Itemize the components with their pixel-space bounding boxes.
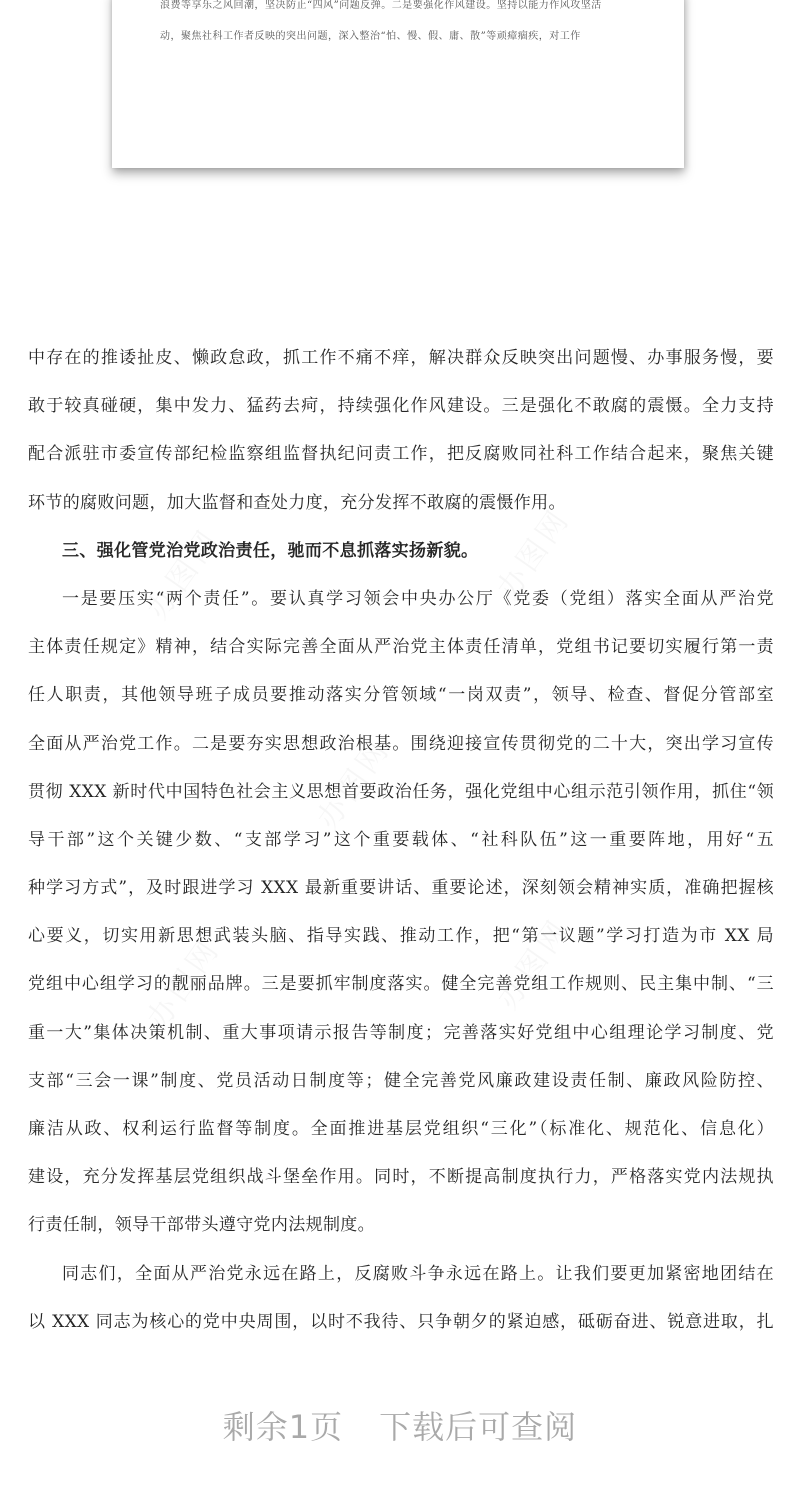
paragraph-line: 导干部”这个关键少数、“支部学习”这个重要载体、“社科队伍”这一重要阵地，用好“五 (28, 829, 774, 850)
paragraph-line: 一是要压实“两个责任”。要认真学习领会中央办公厅《党委（党组）落实全面从严治党 (62, 588, 774, 609)
paragraph-line: 重一大”集体决策机制、重大事项请示报告等制度；完善落实好党组中心组理论学习制度、党 (28, 1022, 774, 1043)
paragraph-line: 支部“三会一课”制度、党员活动日制度等；健全完善党风廉政建设责任制、廉政风险防控、 (28, 1070, 774, 1091)
paragraph-line: 行责任制，领导干部带头遵守党内法规制度。 (28, 1215, 375, 1236)
paragraph-line: 心要义，切实用新思想武装头脑、指导实践、推动工作，把“第一议题”学习打造为市 XX 局 (28, 926, 774, 947)
paragraph-line: 配合派驻市委宣传部纪检监察组监督执纪问责工作，把反腐败同社科工作结合起来，聚焦关键 (28, 444, 774, 465)
paragraph-line: 中存在的推诿扯皮、懒政怠政，抓工作不痛不痒，解决群众反映突出问题慢、办事服务慢，要 (28, 348, 774, 368)
previous-page-preview (112, 0, 684, 168)
preview-text-line: 浪费等享乐之风回潮，坚决防止“四风”问题反弹。二是要强化作风建设。坚持以能力作风攻坚活 (160, 0, 602, 11)
paragraph-line: 以 XXX 同志为核心的党中央周围，以时不我待、只争朝夕的紧迫感，砥砺奋进、锐意进取，扎 (28, 1311, 774, 1332)
paragraph-line: 任人职责，其他领导班子成员要推动落实分管领域“一岗双责”，领导、检查、督促分管部室 (28, 685, 774, 706)
paragraph-line: 党组中心组学习的靓丽品牌。三是要抓牢制度落实。健全完善党组工作规则、民主集中制、“三 (28, 974, 774, 995)
paragraph-line: 同志们，全面从严治党永远在路上，反腐败斗争永远在路上。让我们要更加紧密地团结在 (62, 1263, 774, 1284)
remaining-pages-text: 剩余1页 (222, 1408, 344, 1446)
paragraph-line: 廉洁从政、权利运行监督等制度。全面推进基层党组织“三化”（标准化、规范化、信息化） (28, 1119, 774, 1139)
paragraph-line: 贯彻 XXX 新时代中国特色社会主义思想首要政治任务，强化党组中心组示范引领作用，抓住“领 (28, 781, 774, 802)
preview-text-line: 动，聚焦社科工作者反映的突出问题，深入整治“怕、慢、假、庸、散”等顽瘴痼疾，对工作 (160, 31, 581, 42)
paragraph-line: 主体责任规定》精神，结合实际完善全面从严治党主体责任清单，党组书记要切实履行第一责 (28, 637, 774, 658)
paragraph-line: 全面从严治党工作。二是要夯实思想政治根基。围绕迎接宣传贯彻党的二十大，突出学习宣传 (28, 733, 774, 754)
download-prompt-button[interactable] (0, 1402, 800, 1448)
section-heading: 三、强化管党治党政治责任，驰而不息抓落实扬新貌。 (62, 540, 479, 561)
paragraph-line: 建设，充分发挥基层党组织战斗堡垒作用。同时，不断提高制度执行力，严格落实党内法规执 (28, 1167, 774, 1188)
document-body (28, 340, 774, 1352)
download-hint-text: 下载后可查阅 (379, 1408, 578, 1446)
paragraph-line: 敢于较真碰硬，集中发力、猛药去疴，持续强化作风建设。三是强化不敢腐的震慑。全力支持 (28, 396, 774, 417)
paragraph-line: 环节的腐败问题，加大监督和查处力度，充分发挥不敢腐的震慑作用。 (28, 492, 566, 513)
paragraph-line: 种学习方式”，及时跟进学习 XXX 最新重要讲话、重要论述，深刻领会精神实质，准确把握核 (28, 878, 774, 899)
